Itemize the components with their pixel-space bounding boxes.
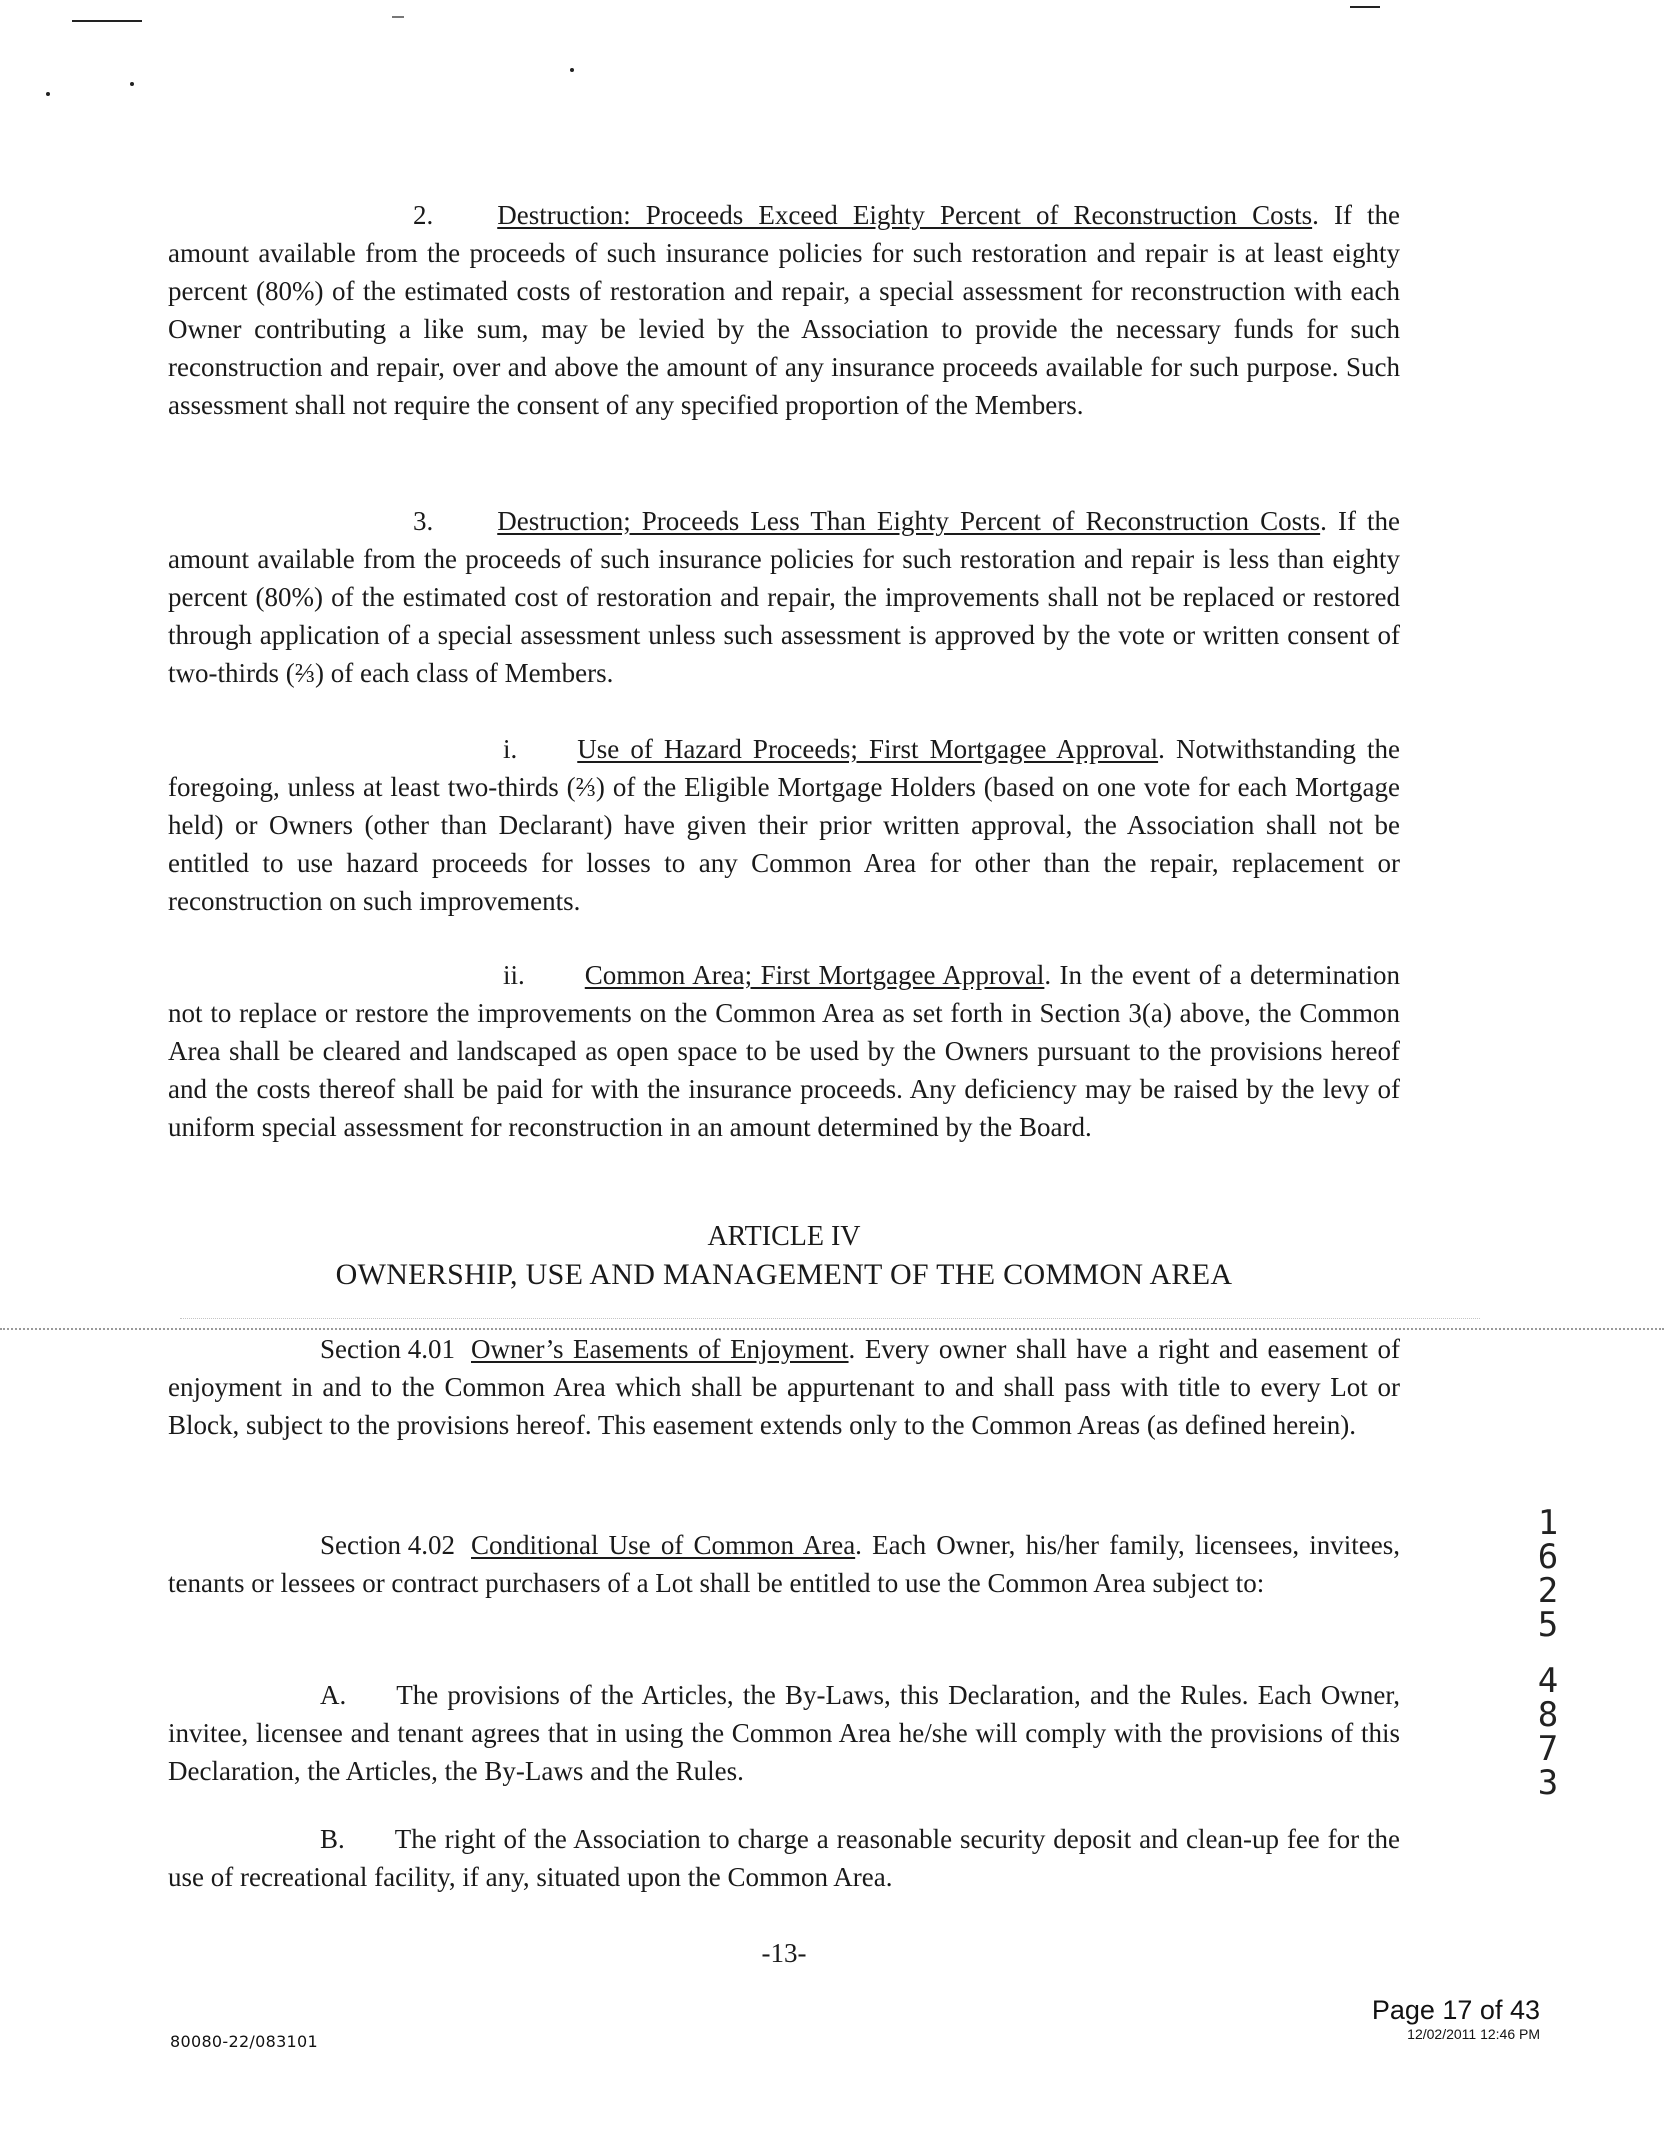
stamp-digit: 8 xyxy=(1537,1695,1559,1735)
paragraph-heading: Use of Hazard Proceeds; First Mortgagee Approval xyxy=(577,734,1159,764)
scan-mark xyxy=(392,16,404,18)
subsection-b xyxy=(168,1820,1400,1896)
scan-mark xyxy=(130,82,134,86)
section-label: Section 4.02 xyxy=(320,1530,455,1560)
paragraph-body: If the amount available from the proceeds of such insurance policies for such restoration and repair is at least eighty percent (80%) of the estimated costs of restoration and repair, a special assessment for reconstruction with each Owner contributing a like sum, may be levied by the Association to provide the necessary funds for such reconstruction and repair, over and above the amount of any insurance proceeds available for such purpose. Such assessment shall not require the consent of any specified proportion of the Members. xyxy=(168,200,1400,420)
section-heading: Owner’s Easements of Enjoyment xyxy=(471,1334,849,1364)
paragraph-heading: Destruction: Proceeds Exceed Eighty Percent of Reconstruction Costs xyxy=(497,200,1313,230)
subsection-letter: B. xyxy=(320,1824,345,1854)
stamp-digit: 6 xyxy=(1537,1537,1559,1577)
subsection-a xyxy=(168,1676,1400,1790)
section-body: Every owner shall have a right and easement of enjoyment in and to the Common Area which shall be appurtenant to and shall pass with title to every Lot or Block, subject to the provisions hereof. This easement extends only to the Common Areas (as defined herein). xyxy=(168,1334,1400,1440)
article-heading xyxy=(168,1218,1400,1294)
page-of-label: Page 17 of 43 xyxy=(1371,1995,1540,2025)
article-label: ARTICLE IV xyxy=(707,1221,861,1252)
subsection-body: The right of the Association to charge a reasonable security deposit and clean-up fee for the use of recreational facility, if any, situated upon the Common Area. xyxy=(168,1824,1400,1892)
paragraph-3: 3. Destruction; Proceeds Less Than Eighty Percent of Reconstruction Costs. If the amount available from the proceeds of such insurance policies for such restoration and repair is less than eighty percent (80%) of the estimated cost of restoration and repair, the improvements shall not be replaced or restored through application of a special assessment unless such assessment is approved by the vote or written consent of two-thirds (⅔) of each class of Members. xyxy=(168,502,1400,692)
paragraph-body: Notwithstanding the foregoing, unless at least two-thirds (⅔) of the Eligible Mortgage Holders (based on one vote for each Mortgage held) or Owners (other than Declarant) have given their prior written approval, the Association shall not be entitled to use hazard proceeds for losses to any Common Area for other than the repair, replacement or reconstruction on such improvements. xyxy=(168,734,1400,916)
paragraph-ii: ii. Common Area; First Mortgagee Approval. In the event of a determination not to replace or restore the improvements on the Common Area as set forth in Section 3(a) above, the Common Area shall be cleared and landscaped as open space to be used by the Owners pursuant to the provisions hereof and the costs thereof shall be paid for with the insurance proceeds. Any deficiency may be raised by the levy of uniform special assessment for reconstruction in an amount determined by the Board. xyxy=(168,956,1400,1146)
section-4-01: Section 4.01 Owner’s Easements of Enjoyment. Every owner shall have a right and easement of enjoyment in and to the Common Area which shall be appurtenant to and shall pass with title to every Lot or Block, subject to the provisions hereof. This easement extends only to the Common Areas (as defined herein). xyxy=(168,1330,1400,1444)
stamp-digit: 4 xyxy=(1537,1661,1559,1701)
print-timestamp: 12/02/2011 12:46 PM xyxy=(1407,2026,1540,2042)
paragraph-heading: Common Area; First Mortgagee Approval xyxy=(584,960,1045,990)
section-4-02: Section 4.02 Conditional Use of Common Area. Each Owner, his/her family, licensees, invitees, tenants or lessees or contract purchasers of a Lot shall be entitled to use the Common Area subject to: xyxy=(168,1526,1400,1602)
stamp-digit: 2 xyxy=(1537,1571,1559,1611)
paragraph-number: ii. xyxy=(503,960,525,990)
paragraph-body: In the event of a determination not to replace or restore the improvements on the Common Area as set forth in Section 3(a) above, the Common Area shall be cleared and landscaped as open space to be used by the Owners pursuant to the provisions hereof and the costs thereof shall be paid for with the insurance proceeds. Any deficiency may be raised by the levy of uniform special assessment for reconstruction in an amount determined by the Board. xyxy=(168,960,1401,1142)
subsection-body: The provisions of the Articles, the By-Laws, this Declaration, and the Rules. Each Owner, invitee, licensee and tenant agrees that in using the Common Area he/she will comply with the provisions of this Declaration, the Articles, the By-Laws and the Rules. xyxy=(168,1680,1400,1786)
page-counter xyxy=(1372,1994,1540,2042)
stamp-digit: 3 xyxy=(1537,1763,1559,1803)
paragraph-heading: Destruction; Proceeds Less Than Eighty Percent of Reconstruction Costs xyxy=(497,506,1321,536)
paragraph-number: 3. xyxy=(413,506,434,536)
subsection-letter: A. xyxy=(320,1680,347,1710)
section-heading: Conditional Use of Common Area xyxy=(471,1530,856,1560)
document-code: 80080-22/083101 xyxy=(170,2032,318,2051)
scan-mark xyxy=(72,20,142,22)
paragraph-2: 2. Destruction: Proceeds Exceed Eighty Percent of Reconstruction Costs. If the amount available from the proceeds of such insurance policies for such restoration and repair is at least eighty percent (80%) of the estimated costs of restoration and repair, a special assessment for reconstruction with each Owner contributing a like sum, may be levied by the Association to provide the necessary funds for such reconstruction and repair, over and above the amount of any insurance proceeds available for such purpose. Such assessment shall not require the consent of any specified proportion of the Members. xyxy=(168,196,1400,424)
scan-line xyxy=(180,1318,1480,1319)
paragraph-number: i. xyxy=(503,734,518,764)
stamp-digit: 1 xyxy=(1537,1503,1559,1543)
page-number: -13- xyxy=(761,1938,807,1968)
side-stamp xyxy=(1530,1503,1566,1803)
stamp-digit: 5 xyxy=(1537,1605,1559,1645)
scan-mark xyxy=(46,92,50,96)
stamp-digit: 7 xyxy=(1537,1729,1559,1769)
section-body: Each Owner, his/her family, licensees, invitees, tenants or lessees or contract purchasers of a Lot shall be entitled to use the Common Area subject to: xyxy=(168,1530,1400,1598)
scan-mark xyxy=(1350,6,1380,8)
scan-mark xyxy=(570,68,574,72)
paragraph-body: If the amount available from the proceeds of such insurance policies for such restoration and repair is less than eighty percent (80%) of the estimated cost of restoration and repair, the improvements shall not be replaced or restored through application of a special assessment unless such assessment is approved by the vote or written consent of two-thirds (⅔) of each class of Members. xyxy=(168,506,1401,688)
paragraph-i: i. Use of Hazard Proceeds; First Mortgagee Approval. Notwithstanding the foregoing, unless at least two-thirds (⅔) of the Eligible Mortgage Holders (based on one vote for each Mortgage held) or Owners (other than Declarant) have given their prior written approval, the Association shall not be entitled to use hazard proceeds for losses to any Common Area for other than the repair, replacement or reconstruction on such improvements. xyxy=(168,730,1400,920)
section-label: Section 4.01 xyxy=(320,1334,455,1364)
paragraph-number: 2. xyxy=(413,200,434,230)
article-title: OWNERSHIP, USE AND MANAGEMENT OF THE COMMON AREA xyxy=(335,1258,1233,1291)
